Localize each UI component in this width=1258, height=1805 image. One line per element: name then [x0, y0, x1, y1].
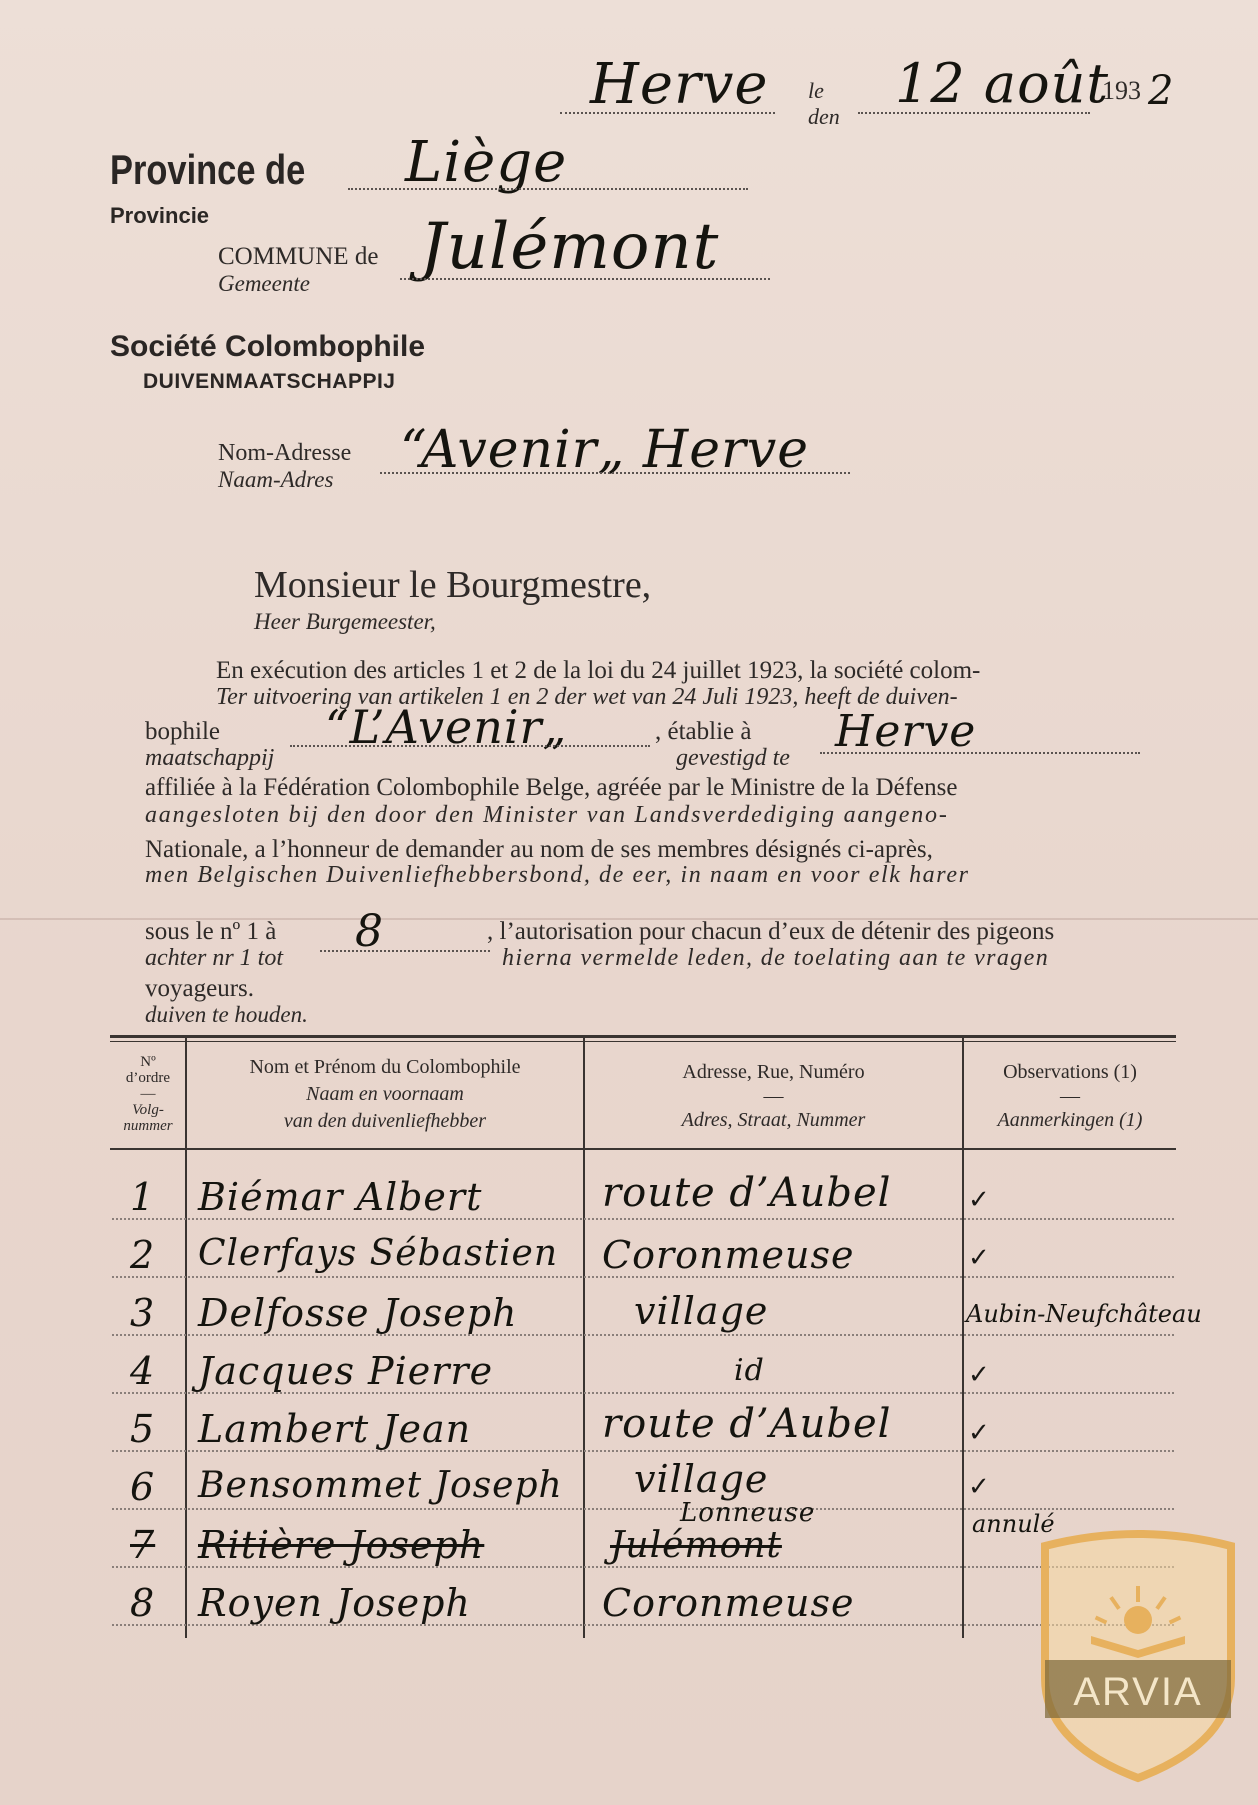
commune-value: Julémont: [420, 210, 720, 284]
name-address-value: “Avenir„ Herve: [400, 420, 810, 480]
row-7-no: 7: [130, 1523, 156, 1567]
col-address-header: [586, 1060, 961, 1132]
row-3-name: Delfosse Joseph: [198, 1291, 518, 1335]
arvia-watermark-text: ARVIA: [1073, 1670, 1203, 1714]
row-7-obs: annulé: [972, 1510, 1055, 1538]
commune-label-nl: Gemeente: [218, 271, 310, 296]
body-line-3: affiliée à la Fédération Colombophile Belge, agréée par le Ministre de la Défense: [145, 774, 958, 801]
table-header-rule: [110, 1148, 1176, 1150]
row-7-address-correction: Lonneuse: [680, 1498, 816, 1528]
society-label-nl: DUIVENMAATSCHAPPIJ: [143, 370, 396, 393]
row-7-name: Ritière Joseph: [198, 1523, 485, 1567]
society-name-line: [290, 745, 650, 747]
row-4-no: 4: [130, 1349, 156, 1393]
salutation: Monsieur le Bourgmestre,: [254, 564, 652, 606]
col-no-sep: —: [140, 1086, 156, 1102]
col-name-nl-b: van den duivenliefhebber: [283, 1110, 487, 1132]
row-2-no: 2: [130, 1233, 156, 1277]
row-3-obs: Aubin-Neufchâteau: [966, 1300, 1202, 1328]
body-line-6: voyageurs.: [145, 975, 254, 1002]
name-address-line: [380, 472, 850, 474]
row-5-obs: ✓: [968, 1418, 990, 1448]
date-place-line: [560, 112, 775, 114]
arvia-shield-icon: [1033, 1528, 1243, 1783]
date-year-printed: 193: [1102, 76, 1141, 105]
row-6-obs: ✓: [968, 1472, 990, 1502]
row-6-address: village: [634, 1457, 769, 1501]
col-name-fr: Nom et Prénom du Colombophile: [249, 1056, 521, 1078]
row-4-address: id: [734, 1353, 765, 1388]
row-3-no: 3: [130, 1291, 156, 1335]
col-name-header: [188, 1054, 582, 1135]
row-4-obs: ✓: [968, 1360, 990, 1390]
commune-line: [400, 278, 770, 280]
body-line-3-nl: aangesloten bij den door den Minister van Landsverdediging aangeno-: [145, 802, 949, 828]
body-bophile: bophile: [145, 718, 220, 745]
row-1-no: 1: [130, 1175, 156, 1219]
col-address-nl: Adres, Straat, Nummer: [681, 1109, 866, 1131]
row-1-address: route d’Aubel: [602, 1170, 892, 1216]
body-achter: achter nr 1 tot: [145, 945, 283, 971]
arvia-watermark: [1033, 1528, 1243, 1783]
row-7-address: Julémont: [610, 1525, 782, 1566]
table-top-rule: [110, 1035, 1176, 1038]
province-line: [348, 188, 748, 190]
row-5-name: Lambert Jean: [198, 1407, 472, 1451]
date-day-month: 12 août: [895, 52, 1110, 115]
row-8-address: Coronmeuse: [602, 1581, 855, 1625]
body-gevestigd: gevestigd te: [676, 745, 790, 771]
date-day-line: [858, 112, 1090, 114]
row-6-no: 6: [130, 1465, 156, 1509]
name-address-label-nl: Naam-Adres: [218, 467, 334, 492]
province-label: Province de: [110, 146, 306, 193]
society-name-value: “L’Avenir„: [325, 700, 568, 754]
col-obs-header: [965, 1060, 1175, 1132]
body-line-1-nl: Ter uitvoering van artikelen 1 en 2 der wet van 24 Juli 1923, heeft de duiven-: [216, 684, 958, 710]
body-sous-le: sous le nº 1 à: [145, 918, 277, 945]
date-place: Herve: [590, 52, 769, 117]
established-at-value: Herve: [835, 706, 977, 757]
col-obs-fr: Observations (1): [1003, 1061, 1137, 1083]
row-5-address: route d’Aubel: [602, 1401, 892, 1447]
date-le-label: le: [808, 78, 824, 103]
body-line-4: Nationale, a l’honneur de demander au nom de ses membres désignés ci-après,: [145, 836, 933, 863]
table-col-divider-2: [583, 1038, 585, 1638]
col-no-fr-a: Nº: [140, 1054, 156, 1070]
col-name-nl-a: Naam en voornaam: [306, 1083, 464, 1105]
table-col-divider-1: [185, 1038, 187, 1638]
established-at-line: [820, 752, 1140, 754]
body-line-5-nl: hierna vermelde leden, de toelating aan te vragen: [502, 945, 1050, 971]
date-den-label: den: [808, 104, 840, 129]
row-2-name: Clerfays Sébastien: [198, 1233, 559, 1274]
row-4-name: Jacques Pierre: [198, 1349, 494, 1393]
body-line-5: , l’autorisation pour chacun d’eux de détenir des pigeons: [487, 918, 1055, 945]
row-1-name: Biémar Albert: [198, 1175, 483, 1219]
col-address-fr: Adresse, Rue, Numéro: [682, 1061, 865, 1083]
society-label: Société Colombophile: [110, 330, 426, 363]
row-6-name: Bensommet Joseph: [198, 1465, 563, 1506]
province-value: Liège: [405, 130, 568, 195]
row-2-address: Coronmeuse: [602, 1233, 855, 1277]
body-line-6-nl: duiven te houden.: [145, 1002, 308, 1027]
row-2-obs: ✓: [968, 1243, 990, 1273]
table-col-divider-3: [962, 1038, 964, 1638]
province-label-nl: Provincie: [110, 203, 210, 228]
col-no-header: [112, 1054, 184, 1134]
col-no-nl-a: Volg-: [132, 1102, 164, 1118]
row-5-no: 5: [130, 1407, 156, 1451]
salutation-nl: Heer Burgemeester,: [254, 609, 436, 634]
row-8-name: Royen Joseph: [198, 1581, 471, 1625]
col-obs-sep: —: [1060, 1085, 1080, 1107]
col-obs-nl: Aanmerkingen (1): [997, 1109, 1143, 1131]
body-maatschappij: maatschappij: [145, 745, 275, 771]
col-address-sep: —: [763, 1085, 784, 1107]
col-no-nl-b: nummer: [123, 1118, 173, 1134]
commune-label: COMMUNE de: [218, 243, 379, 270]
count-value: 8: [355, 906, 384, 957]
row-3-address: village: [634, 1289, 769, 1333]
date-year-hand: 2: [1148, 68, 1175, 114]
count-line: [320, 950, 490, 952]
body-line-1: En exécution des articles 1 et 2 de la loi du 24 juillet 1923, la société colom-: [216, 657, 981, 684]
row-8-no: 8: [130, 1581, 156, 1625]
name-address-label: Nom-Adresse: [218, 440, 352, 466]
row-1-obs: ✓: [968, 1185, 990, 1215]
table-top-rule-thin: [110, 1041, 1176, 1042]
body-etablie: , établie à: [655, 718, 752, 745]
col-no-fr-b: d’ordre: [125, 1070, 171, 1086]
body-line-4-nl: men Belgischen Duivenliefhebbersbond, de eer, in naam en voor elk harer: [145, 862, 970, 888]
